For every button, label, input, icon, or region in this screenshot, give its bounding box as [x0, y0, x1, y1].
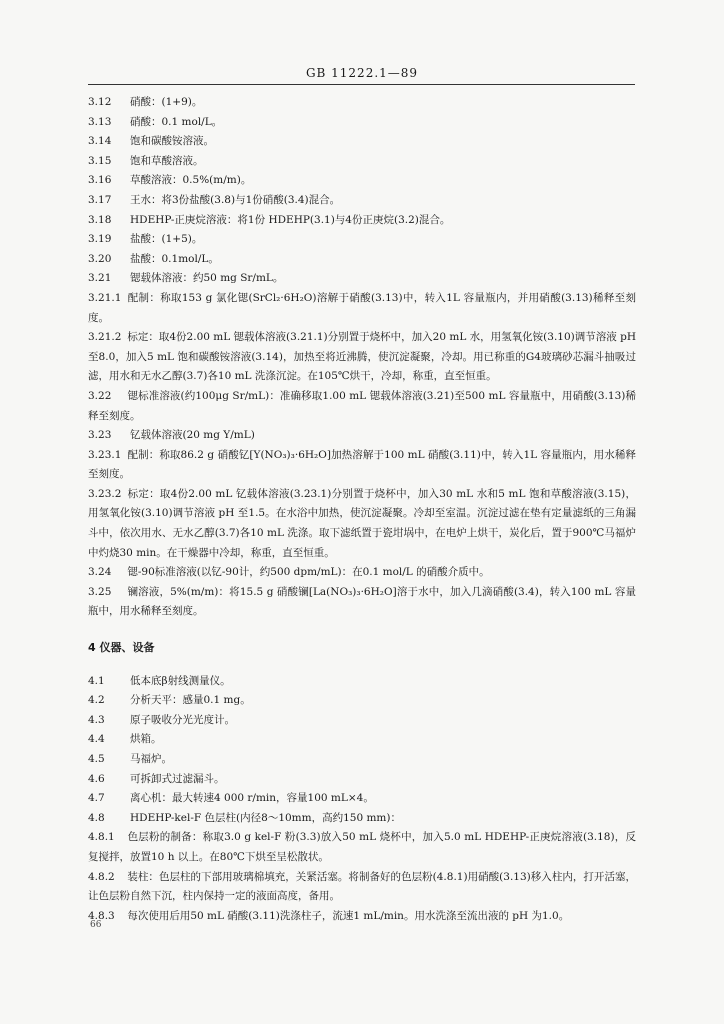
list-item	[88, 152, 636, 172]
item-number: 3.20	[88, 252, 112, 265]
item-number: 4.5	[88, 753, 105, 765]
section-heading: 4 仪器、设备	[88, 641, 155, 655]
item-text: 草酸溶液：0.5%(m/m)。	[130, 174, 252, 187]
item-number: 3.18	[88, 213, 112, 226]
list-item	[88, 250, 636, 270]
item-text: 色层粉的制备：称取3.0 g kel-F 粉(3.3)放入50 mL 烧杯中，加入5.0 mL HDEHP-正庚烷溶液(3.18)，反复搅拌，放置10 h 以上。在80℃下烘至呈松散状。	[88, 831, 636, 863]
item-text: 锶载体溶液：约50 mg Sr/mL。	[130, 272, 284, 285]
page-body	[88, 93, 636, 926]
item-text: 马福炉。	[130, 753, 172, 765]
paragraph-4-8-2	[88, 868, 636, 907]
paragraph-4-8-3	[88, 907, 636, 927]
item-number: 4.7	[88, 792, 105, 805]
item-number: 3.15	[88, 154, 112, 167]
item-text: 烘箱。	[130, 733, 162, 746]
item-text: 配制：称取153 g 氯化锶(SrCl₂·6H₂O)溶解于硝酸(3.13)中，转入1L 容量瓶内，并用硝酸(3.13)稀释至刻度。	[88, 291, 636, 324]
paragraph-3-21-2	[88, 328, 636, 387]
item-text: 锶标准溶液(约100μg Sr/mL)：准确移取1.00 mL 锶载体溶液(3.21)至500 mL 容量瓶中，用硝酸(3.13)稀释至刻度。	[88, 389, 636, 422]
item-number: 4.8.1	[88, 831, 115, 844]
item-number: 4.8.3	[88, 909, 115, 922]
item-number: 4.8	[88, 811, 105, 824]
item-text: 王水：将3份盐酸(3.8)与1份硝酸(3.4)混合。	[130, 193, 341, 206]
list-item	[88, 113, 636, 133]
item-number: 3.23.1	[88, 448, 122, 461]
item-number: 4.3	[88, 713, 105, 726]
paragraph-3-23-2	[88, 485, 636, 563]
list-item	[88, 132, 636, 152]
item-number: 3.22	[88, 389, 112, 402]
item-number: 3.25	[88, 585, 112, 598]
item-number: 3.21.1	[88, 291, 122, 304]
paragraph-3-24	[88, 563, 636, 583]
item-number: 3.14	[88, 135, 112, 148]
list-item	[88, 809, 636, 829]
item-text: 锶-90标准溶液(以钇-90计，约500 dpm/mL)：在0.1 mol/L 的硝酸介质中。	[127, 566, 490, 579]
item-number: 4.8.2	[88, 870, 115, 883]
list-item	[88, 230, 636, 250]
item-text: 硝酸：(1+9)。	[130, 96, 203, 108]
item-text: HDEHP-正庚烷溶液：将1份 HDEHP(3.1)与4份正庚烷(3.2)混合。	[130, 213, 451, 226]
list-item	[88, 730, 636, 750]
item-text: 饱和碳酸铵溶液。	[130, 135, 214, 148]
paragraph-3-22	[88, 387, 636, 426]
paragraph-3-23-1	[88, 446, 636, 485]
item-text: 标定：取4份2.00 mL 锶载体溶液(3.21.1)分别置于烧杯中，加入20 mL 水，用氢氧化铵(3.10)调节溶液 pH 至8.0，加入5 mL 饱和碳酸铵溶液(3.14)，加热至将近沸腾，使沉淀凝聚，冷却。用已称重的G4玻璃砂芯漏斗抽吸过滤，用水和无水乙醇(3.7)各10 mL 洗涤沉淀。在105℃烘干，冷却，称重，直至恒重。	[88, 331, 636, 383]
item-number: 4.2	[88, 694, 105, 707]
item-number: 3.21.2	[88, 331, 122, 344]
item-text: 分析天平：感量0.1 mg。	[130, 694, 251, 707]
item-number: 3.23	[88, 429, 112, 442]
list-item	[88, 171, 636, 191]
item-text: 镧溶液，5%(m/m)：将15.5 g 硝酸镧[La(NO₃)₃·6H₂O]溶于水中，加入几滴硝酸(3.4)，转入100 mL 容量瓶中，用水稀释至刻度。	[88, 585, 637, 618]
item-number: 3.12	[88, 96, 112, 108]
item-number: 4.6	[88, 772, 105, 785]
list-item	[88, 426, 636, 446]
list-item	[88, 691, 636, 711]
list-item	[88, 750, 636, 770]
item-text: 离心机：最大转速4 000 r/min，容量100 mL×4。	[130, 792, 374, 805]
item-text: 每次使用后用50 mL 硝酸(3.11)洗涤柱子，流速1 mL/min。用水洗涤至流出液的 pH 为1.0。	[127, 909, 570, 922]
list-item	[88, 93, 636, 113]
item-number: 4.1	[88, 674, 105, 687]
list-item	[88, 211, 636, 231]
item-number: 3.21	[88, 272, 112, 285]
list-item	[88, 789, 636, 809]
list-item	[88, 191, 636, 211]
list-item	[88, 269, 636, 289]
item-text: 配制：称取86.2 g 硝酸钇[Y(NO₃)₃·6H₂O]加热溶解于100 mL 硝酸(3.11)中，转入1L 容量瓶内，用水稀释至刻度。	[88, 448, 636, 481]
item-text: 标定：取4份2.00 mL 钇载体溶液(3.23.1)分别置于烧杯中，加入30 mL 水和5 mL 饱和草酸溶液(3.15)，用氢氧化铵(3.10)调节溶液 pH 至1.5。在水浴中加热，使沉淀凝聚。冷却至室温。沉淀过滤在垫有定量滤纸的三角漏斗中，依次用水、无水乙醇(3.7)各10 mL 洗涤。取下滤纸置于瓷坩埚中，在电炉上烘干，炭化后，置于900℃马福炉中灼烧30 min。在干燥器中冷却，称重，直至恒重。	[88, 487, 636, 559]
header-rule	[88, 84, 635, 85]
paragraph-3-21-1	[88, 289, 636, 328]
item-text: 原子吸收分光光度计。	[130, 713, 235, 726]
item-number: 4.4	[88, 733, 105, 746]
item-number: 3.23.2	[88, 487, 122, 500]
list-item	[88, 711, 636, 731]
running-header: GB 11222.1—89	[305, 66, 419, 80]
item-number: 3.16	[88, 174, 112, 187]
item-number: 3.24	[88, 566, 112, 579]
item-text: 可拆卸式过滤漏斗。	[130, 772, 225, 785]
list-item	[88, 672, 636, 692]
page-number: 66	[90, 920, 102, 930]
item-text: 硝酸：0.1 mol/L。	[130, 115, 223, 128]
item-number: 3.13	[88, 115, 112, 128]
item-number: 3.17	[88, 193, 112, 206]
paragraph-4-8-1	[88, 828, 636, 867]
item-text: 盐酸：(1+5)。	[130, 233, 203, 246]
item-text: 盐酸：0.1mol/L。	[130, 252, 219, 265]
item-text: 钇载体溶液(20 mg Y/mL)	[130, 429, 255, 442]
item-text: HDEHP-kel-F 色层柱(内径8～10mm，高约150 mm)：	[130, 811, 401, 824]
list-item	[88, 770, 636, 790]
item-number: 3.19	[88, 233, 112, 246]
item-text: 装柱：色层柱的下部用玻璃棉填充，关紧活塞。将制备好的色层粉(4.8.1)用硝酸(3.13)移入柱内，打开活塞，让色层粉自然下沉，柱内保持一定的液面高度，备用。	[88, 870, 636, 903]
item-text: 饱和草酸溶液。	[130, 154, 204, 167]
paragraph-3-25	[88, 583, 636, 622]
item-text: 低本底β射线测量仪。	[130, 674, 231, 687]
